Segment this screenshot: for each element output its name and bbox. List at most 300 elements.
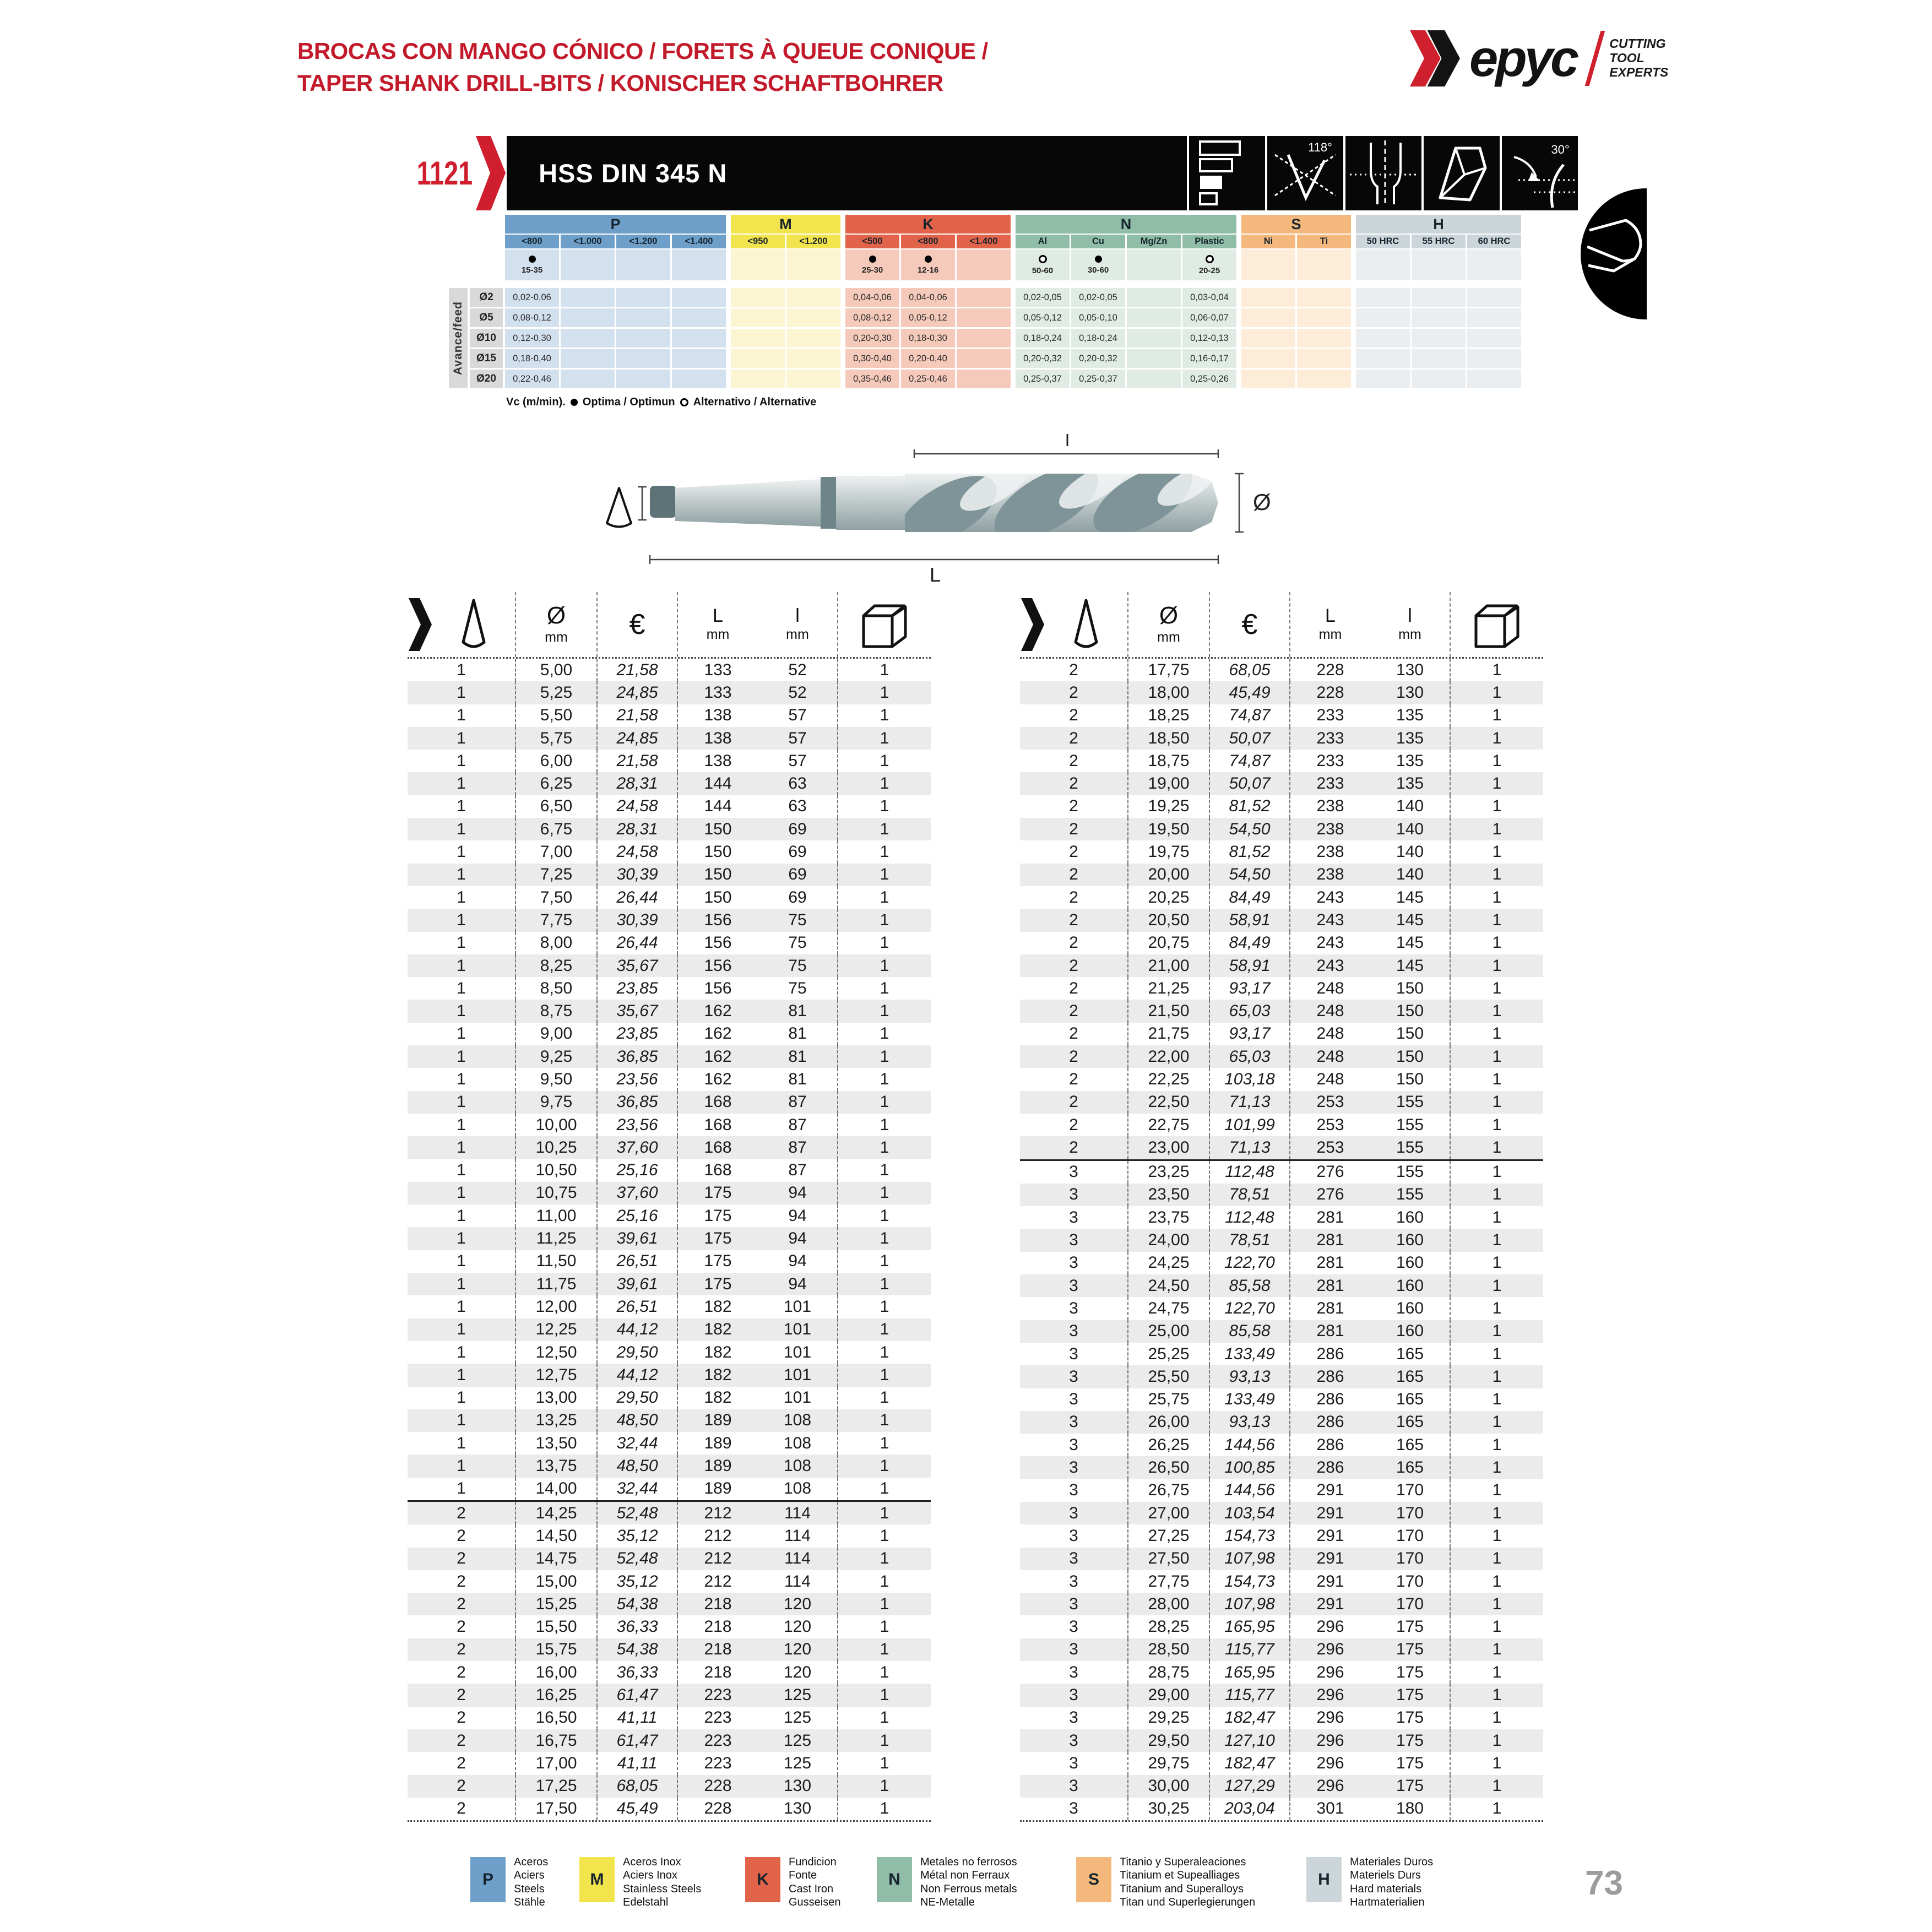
cutting-optima-cell xyxy=(1071,249,1125,280)
cutting-optima-cell xyxy=(1412,249,1466,280)
table-row xyxy=(408,1455,931,1477)
legend-line: Aceros Inox xyxy=(623,1856,681,1868)
cell: 21,58 xyxy=(598,659,678,681)
table-row xyxy=(408,1295,931,1318)
drill-shank xyxy=(675,479,821,527)
cell: 133,49 xyxy=(1210,1388,1290,1411)
cell: 61,47 xyxy=(598,1729,678,1752)
table-row xyxy=(1020,886,1543,909)
cutting-feed-cell xyxy=(1467,370,1521,388)
cell: 1 xyxy=(1492,1344,1502,1363)
legend-line: Titan und Superlegierungen xyxy=(1120,1896,1256,1909)
legend-line: Hartmaterialien xyxy=(1350,1896,1425,1909)
cell: 233 xyxy=(1316,751,1344,770)
cell: 1 xyxy=(1492,1070,1502,1088)
cell: 1 xyxy=(1492,1047,1502,1066)
cutting-feed-cell xyxy=(957,370,1011,388)
legend-line: Titanium et Supealliages xyxy=(1120,1869,1240,1882)
cutting-feed-row xyxy=(845,308,1011,328)
vc-value: 50-60 xyxy=(1032,265,1054,275)
legend-line: Stainless Steels xyxy=(623,1882,702,1895)
cell: 2 xyxy=(408,1707,516,1729)
legend-line: Titanio y Superaleaciones xyxy=(1120,1856,1246,1868)
cell: 286 xyxy=(1316,1390,1344,1409)
cell: 41,11 xyxy=(598,1752,678,1774)
cutting-feed-cell xyxy=(1127,308,1181,327)
cutting-feed-cell xyxy=(731,288,785,307)
cell: 150 xyxy=(704,820,732,838)
cutting-feed-cell xyxy=(1356,308,1410,327)
cell: 168 xyxy=(704,1093,732,1111)
cell: 12,00 xyxy=(516,1295,598,1318)
table-row xyxy=(408,1752,931,1774)
cell: 127,10 xyxy=(1210,1729,1290,1752)
cutting-feed-row xyxy=(845,329,1011,348)
cell: 1 xyxy=(1492,843,1502,861)
cell: 212 xyxy=(704,1504,732,1522)
cutting-feed-cell xyxy=(786,349,840,368)
cell: 175 xyxy=(704,1274,732,1293)
cell: 50,07 xyxy=(1210,727,1290,750)
cutting-subcol: Al xyxy=(1016,235,1070,248)
cell: 11,50 xyxy=(516,1250,598,1273)
cell: 57 xyxy=(758,727,838,750)
cell: 154,73 xyxy=(1210,1570,1290,1593)
cell: 135 xyxy=(1370,704,1451,727)
cell: 3 xyxy=(1020,1707,1128,1729)
table-row xyxy=(1020,1684,1543,1706)
cutting-feed-cell xyxy=(731,329,785,348)
cutting-feed-cell: 0,25-0,37 xyxy=(1071,370,1125,388)
cell: 1 xyxy=(1492,1115,1502,1134)
cell: 93,13 xyxy=(1210,1411,1290,1434)
table-row xyxy=(408,840,931,863)
cell: 58,91 xyxy=(1210,954,1290,977)
price-table-left xyxy=(408,592,931,1822)
cutting-feed-cell xyxy=(1356,349,1410,368)
cell: 108 xyxy=(758,1409,838,1432)
cell: 1 xyxy=(1492,1322,1502,1341)
cutting-subheader-row xyxy=(1016,235,1236,248)
cell: 182 xyxy=(704,1343,732,1361)
cell: 1 xyxy=(408,772,516,795)
legend-line: Steels xyxy=(514,1882,545,1895)
cell: 122,70 xyxy=(1210,1297,1290,1320)
alternative-marker-icon xyxy=(1206,255,1214,263)
cell: 212 xyxy=(704,1526,732,1545)
cell: 296 xyxy=(1316,1640,1344,1659)
cell: 39,61 xyxy=(598,1227,678,1250)
cell: 3 xyxy=(1020,1388,1128,1411)
cell: 296 xyxy=(1316,1663,1344,1681)
cell: 165,95 xyxy=(1210,1615,1290,1638)
cutting-feed-row xyxy=(1356,370,1521,389)
cell: 144,56 xyxy=(1210,1479,1290,1502)
cell: 276 xyxy=(1316,1163,1344,1181)
vc-value: 12-16 xyxy=(917,265,939,275)
table-row xyxy=(408,932,931,954)
cell: 10,00 xyxy=(516,1114,598,1136)
cell: 175 xyxy=(704,1252,732,1271)
cell: 1 xyxy=(1492,1777,1502,1795)
cell: 1 xyxy=(1492,1093,1502,1111)
cell: 1 xyxy=(880,1479,889,1498)
cutting-feed-row xyxy=(1356,349,1521,368)
legend-item-K xyxy=(745,1857,841,1909)
cutting-optima-cell xyxy=(1297,249,1351,280)
table-row xyxy=(408,818,931,840)
table-row xyxy=(1020,772,1543,795)
cell: 69 xyxy=(758,840,838,863)
cell: 1 xyxy=(880,1663,889,1681)
cell: 24,25 xyxy=(1128,1252,1210,1274)
cell: 71,13 xyxy=(1210,1136,1290,1159)
product-bar xyxy=(401,136,1578,210)
cell: 14,50 xyxy=(516,1524,598,1547)
cell: 6,50 xyxy=(516,795,598,818)
cell: 168 xyxy=(704,1115,732,1134)
cell: 1 xyxy=(880,751,889,770)
cutting-feed-row xyxy=(845,349,1011,368)
cell: 1 xyxy=(880,683,889,702)
cutting-feed-row xyxy=(1241,308,1351,328)
price-column-header: € xyxy=(1210,592,1290,657)
cell: 155 xyxy=(1370,1114,1451,1136)
table-row xyxy=(408,1570,931,1593)
table-row xyxy=(408,1707,931,1729)
cutting-feed-cell xyxy=(616,329,670,348)
optima-marker-icon xyxy=(925,256,932,263)
cutting-feed-cell: 0,02-0,05 xyxy=(1071,288,1125,307)
cutting-subcol: 50 HRC xyxy=(1356,235,1410,248)
cutting-feed-row xyxy=(1241,370,1351,389)
cell: 160 xyxy=(1370,1274,1451,1297)
cell: 63 xyxy=(758,795,838,818)
cell: 28,75 xyxy=(1128,1661,1210,1684)
table-row xyxy=(1020,1343,1543,1365)
title-line-2: TAPER SHANK DRILL-BITS / KONISCHER SCHAFTBOHRER xyxy=(297,69,943,96)
table-row xyxy=(408,1023,931,1045)
table-row xyxy=(1020,704,1543,727)
cell: 10,50 xyxy=(516,1159,598,1182)
vc-value: 25-30 xyxy=(861,265,883,275)
cell: 6,25 xyxy=(516,772,598,795)
cell: 243 xyxy=(1316,910,1344,929)
table-row xyxy=(1020,659,1543,681)
cell: 248 xyxy=(1316,1024,1344,1043)
cell: 1 xyxy=(1492,1138,1502,1157)
size-range-icon xyxy=(1187,136,1265,210)
cell: 24,58 xyxy=(598,795,678,818)
cell: 9,00 xyxy=(516,1023,598,1045)
table-row xyxy=(408,1684,931,1706)
cutting-group-P xyxy=(505,215,726,390)
cutting-subheader-row xyxy=(505,235,726,248)
cell: 1 xyxy=(880,1274,889,1293)
cell: 1 xyxy=(880,1388,889,1407)
cell: 1 xyxy=(880,1047,889,1066)
cell: 212 xyxy=(704,1549,732,1568)
cell: 286 xyxy=(1316,1413,1344,1431)
cell: 3 xyxy=(1020,1343,1128,1365)
cell: 28,00 xyxy=(1128,1593,1210,1615)
cell: 3 xyxy=(1020,1456,1128,1479)
cell: 23,50 xyxy=(1128,1184,1210,1206)
cutting-optima-cell xyxy=(901,249,955,280)
cell: 291 xyxy=(1316,1526,1344,1545)
cell: 1 xyxy=(408,932,516,954)
cell: 75 xyxy=(758,909,838,931)
cell: 1 xyxy=(1492,1572,1502,1591)
cutting-optima-row xyxy=(731,249,840,280)
cell: 23,85 xyxy=(598,1023,678,1045)
cell: 24,85 xyxy=(598,727,678,750)
brand-logo xyxy=(1410,28,1668,89)
cutting-feed-row xyxy=(731,329,840,348)
cell: 100,85 xyxy=(1210,1456,1290,1479)
table-row xyxy=(1020,977,1543,1000)
table-row xyxy=(1020,1752,1543,1774)
cutting-feed-row xyxy=(1016,308,1236,328)
cell: 48,50 xyxy=(598,1455,678,1477)
cell: 94 xyxy=(758,1250,838,1273)
length-l-column-header: l mm xyxy=(758,592,838,657)
table-row xyxy=(1020,1661,1543,1684)
brand-chevron-icon xyxy=(1410,28,1467,89)
table-row xyxy=(1020,1434,1543,1456)
cell: 18,75 xyxy=(1128,750,1210,772)
legend-swatch: K xyxy=(745,1857,780,1902)
cutting-feed-row xyxy=(1016,329,1236,348)
cell: 108 xyxy=(758,1455,838,1477)
table-row xyxy=(408,1502,931,1524)
cutting-feed-cell: 0,25-0,46 xyxy=(901,370,955,388)
cell: 162 xyxy=(704,1024,732,1043)
cell: 133 xyxy=(704,660,732,679)
cutting-feed-cell xyxy=(1356,329,1410,348)
table-row xyxy=(408,681,931,704)
cell: 248 xyxy=(1316,1002,1344,1021)
cell: 11,00 xyxy=(516,1204,598,1227)
cutting-feed-row xyxy=(1016,288,1236,307)
cell: 101 xyxy=(758,1295,838,1318)
cutting-optima-row xyxy=(845,249,1011,280)
cutting-feed-cell: 0,20-0,40 xyxy=(901,349,955,368)
cell: 175 xyxy=(704,1229,732,1248)
cell: 140 xyxy=(1370,864,1451,886)
cell: 125 xyxy=(758,1729,838,1752)
cell: 25,16 xyxy=(598,1204,678,1227)
cell: 1 xyxy=(1492,1276,1502,1295)
cell: 1 xyxy=(1492,1549,1502,1568)
table-row xyxy=(1020,681,1543,704)
cell: 233 xyxy=(1316,729,1344,747)
page-title xyxy=(297,35,988,99)
cutting-feed-cell: 0,08-0,12 xyxy=(505,308,559,327)
cell: 3 xyxy=(1020,1184,1128,1206)
cell: 281 xyxy=(1316,1276,1344,1295)
cell: 223 xyxy=(704,1731,732,1750)
cell: 218 xyxy=(704,1640,732,1659)
cell: 24,85 xyxy=(598,681,678,704)
cell: 218 xyxy=(704,1663,732,1681)
cutting-feed-row xyxy=(845,288,1011,307)
cutting-feed-cell xyxy=(561,370,615,388)
legend-item-H xyxy=(1306,1857,1433,1909)
cell: 75 xyxy=(758,932,838,954)
cell: 223 xyxy=(704,1754,732,1772)
cell: 165 xyxy=(1370,1411,1451,1434)
cutting-feed-cell xyxy=(672,329,726,348)
cell: 296 xyxy=(1316,1686,1344,1704)
cutting-subcol: Mg/Zn xyxy=(1127,235,1181,248)
table-row xyxy=(1020,1252,1543,1274)
morse-taper-symbol xyxy=(607,488,631,527)
cell: 3 xyxy=(1020,1320,1128,1343)
cutting-optima-cell xyxy=(1467,249,1521,280)
table-row xyxy=(408,1204,931,1227)
cell: 162 xyxy=(704,1002,732,1021)
cell: 168 xyxy=(704,1138,732,1157)
cutting-group-header: H xyxy=(1356,215,1521,234)
cell: 162 xyxy=(704,1047,732,1066)
cell: 1 xyxy=(880,1184,889,1202)
table-row xyxy=(408,1045,931,1068)
legend-item-M xyxy=(579,1857,701,1909)
cell: 68,05 xyxy=(598,1775,678,1798)
optima-marker-icon xyxy=(571,399,578,406)
cell: 156 xyxy=(704,956,732,975)
cell: 101 xyxy=(758,1387,838,1409)
cutting-feed-cell: 0,05-0,12 xyxy=(901,308,955,327)
cell: 1 xyxy=(408,659,516,681)
cutting-feed-cell: 0,03-0,04 xyxy=(1182,288,1236,307)
cell: 160 xyxy=(1370,1206,1451,1229)
cell: 26,44 xyxy=(598,932,678,954)
cell: 1 xyxy=(880,797,889,816)
optima-marker-icon xyxy=(869,256,876,263)
cutting-group-header: M xyxy=(731,215,840,234)
cell: 1 xyxy=(1492,1686,1502,1704)
optima-marker-icon xyxy=(1095,256,1102,263)
cell: 135 xyxy=(1370,772,1451,795)
cell: 228 xyxy=(1316,660,1344,679)
cell: 52 xyxy=(758,659,838,681)
cell: 168 xyxy=(704,1161,732,1180)
vc-value: 20-25 xyxy=(1198,265,1220,275)
cell: 26,51 xyxy=(598,1250,678,1273)
cell: 145 xyxy=(1370,909,1451,931)
cutting-feed-cell: 0,25-0,37 xyxy=(1016,370,1070,388)
cell: 12,75 xyxy=(516,1364,598,1386)
cell: 3 xyxy=(1020,1434,1128,1456)
cell: 5,75 xyxy=(516,727,598,750)
cell: 1 xyxy=(880,774,889,793)
cell: 93,13 xyxy=(1210,1365,1290,1388)
cell: 63 xyxy=(758,772,838,795)
cutting-feed-cell xyxy=(1241,370,1295,388)
product-name: HSS DIN 345 N xyxy=(539,159,728,188)
cell: 2 xyxy=(408,1593,516,1615)
cell: 1 xyxy=(408,954,516,977)
cell: 3 xyxy=(1020,1229,1128,1251)
cutting-feed-cell xyxy=(1127,349,1181,368)
red-chevron-icon xyxy=(476,136,506,210)
cell: 175 xyxy=(1370,1615,1451,1638)
cell: 1 xyxy=(880,1297,889,1316)
cell: 87 xyxy=(758,1136,838,1159)
cell: 1 xyxy=(1492,1002,1502,1021)
cutting-feed-cell xyxy=(616,349,670,368)
cell: 23,56 xyxy=(598,1114,678,1136)
table-row xyxy=(408,1524,931,1547)
table-row xyxy=(1020,1707,1543,1729)
legend-text xyxy=(920,1855,1017,1909)
legend-line: Aceros xyxy=(514,1856,549,1868)
cell: 1 xyxy=(408,1364,516,1386)
cell: 50,07 xyxy=(1210,772,1290,795)
cell: 17,25 xyxy=(516,1775,598,1798)
cell: 144,56 xyxy=(1210,1434,1290,1456)
cone-column-header xyxy=(1020,592,1128,657)
legend-item-P xyxy=(470,1857,548,1909)
cell: 13,00 xyxy=(516,1387,598,1409)
section-tab-icon xyxy=(1578,187,1647,323)
cutting-feed-cell xyxy=(672,349,726,368)
drill-tang xyxy=(650,486,676,518)
cell: 2 xyxy=(1020,1068,1128,1090)
alternative-marker-icon xyxy=(680,398,688,406)
cell: 81 xyxy=(758,1000,838,1022)
cell: 2 xyxy=(408,1615,516,1638)
cell: 48,50 xyxy=(598,1409,678,1432)
chevron-icon xyxy=(1020,598,1044,651)
cell: 1 xyxy=(880,1070,889,1088)
cell: 87 xyxy=(758,1159,838,1182)
table-row xyxy=(408,1478,931,1502)
cell: 26,00 xyxy=(1128,1411,1210,1434)
cutting-feed-row xyxy=(505,349,726,368)
table-row xyxy=(1020,1798,1543,1820)
cell: 281 xyxy=(1316,1231,1344,1250)
cell: 52,48 xyxy=(598,1548,678,1570)
cutting-row-label: Ø5 xyxy=(470,308,503,327)
cell: 2 xyxy=(1020,750,1128,772)
cell: 1 xyxy=(1492,1799,1502,1818)
cell: 175 xyxy=(704,1184,732,1202)
cell: 69 xyxy=(758,864,838,886)
cutting-feed-cell xyxy=(1297,308,1351,327)
cell: 1 xyxy=(1492,934,1502,952)
cell: 170 xyxy=(1370,1548,1451,1570)
optima-label: Optima / Optimun xyxy=(582,396,675,408)
cell: 170 xyxy=(1370,1570,1451,1593)
cell: 6,00 xyxy=(516,750,598,772)
cutting-feed-cell: 0,16-0,17 xyxy=(1182,349,1236,368)
brand-name: epyc xyxy=(1469,29,1577,87)
cell: 1 xyxy=(408,1409,516,1432)
cell: 16,75 xyxy=(516,1729,598,1752)
cell: 1 xyxy=(408,977,516,1000)
cell: 25,75 xyxy=(1128,1388,1210,1411)
cutting-subheader-row xyxy=(1241,235,1351,248)
legend-text xyxy=(1120,1855,1255,1909)
cell: 175 xyxy=(1370,1707,1451,1729)
cell: 182,47 xyxy=(1210,1752,1290,1774)
helix-angle-icon xyxy=(1500,136,1578,210)
table-row xyxy=(408,977,931,1000)
packaging-column-header xyxy=(1451,592,1543,657)
